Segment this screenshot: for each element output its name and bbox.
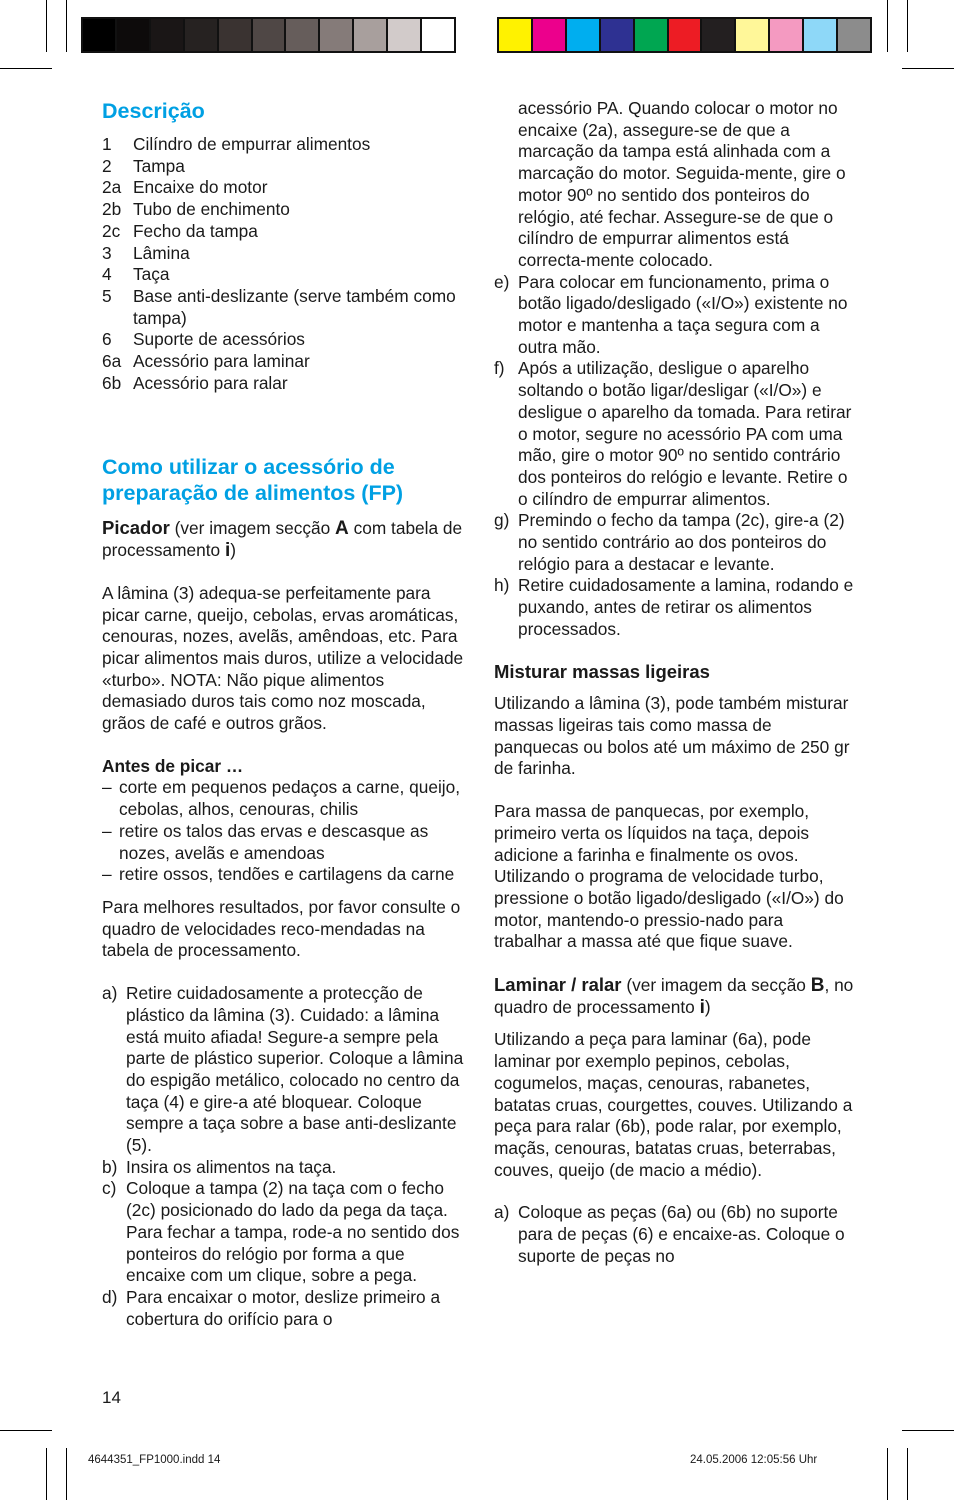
color-swatch <box>253 19 287 51</box>
part-item-marker: 2 <box>102 155 112 176</box>
grayscale-calibration-bar <box>81 17 456 53</box>
before-item-text: retire os talos das ervas e descasque as nozes, avelãs e amendoas <box>119 820 429 863</box>
color-swatch <box>669 19 703 51</box>
steps-continued: acessório PA. Quando colocar o motor no encaixe (2a), assegure-se de que a marcação da tampa está alinhada com a marcação do motor. Seguida-mente, gire o motor 90º no sentido dos ponteiros do relógio, até fechar. Assegure-se de que o cilíndro de empurrar alimentos está correcta-mente colocado. <box>518 98 846 270</box>
laminar-ref-text: ) <box>704 996 711 1017</box>
part-item-marker: 1 <box>102 134 112 154</box>
part-item-marker: 6a <box>102 351 122 372</box>
step-item-marker: e) <box>494 271 510 292</box>
laminar-ref-text: (ver imagem da secção <box>621 975 811 996</box>
crop-mark <box>887 0 888 52</box>
step-item <box>102 983 464 1157</box>
part-item-text: Fecho da tampa <box>133 220 258 241</box>
before-item-marker: – <box>102 820 112 841</box>
before-list <box>102 777 464 886</box>
part-item-marker: 2b <box>102 199 122 220</box>
part-item <box>102 134 464 156</box>
section-title: Como utilizar o acessório de preparação de alimentos (FP) <box>102 455 404 506</box>
color-swatch <box>601 19 635 51</box>
color-swatch <box>838 19 870 51</box>
step-item-text: Retire cuidadosamente a lamina, rodando e puxando, antes de retirar os alimentos processados. <box>518 575 854 639</box>
picador-heading: Picador <box>102 517 170 539</box>
color-swatch <box>533 19 567 51</box>
color-swatch <box>117 19 151 51</box>
color-swatch <box>770 19 804 51</box>
part-item <box>102 156 464 178</box>
before-heading: Antes de picar … <box>102 755 244 776</box>
step-item <box>494 358 856 510</box>
step-item-marker: h) <box>494 575 510 596</box>
steps-list <box>102 983 464 1330</box>
part-item-text: Taça <box>133 264 170 285</box>
step-item <box>102 1287 464 1330</box>
step-item-text: Insira os alimentos na taça. <box>126 1156 337 1177</box>
laminar-step-item-text: Coloque as peças (6a) ou (6b) no suporte para de peças (6) e encaixe-as. Coloque o suporte de peças no <box>518 1202 845 1266</box>
crop-mark <box>46 0 47 52</box>
part-item-text: Acessório para ralar <box>133 372 288 393</box>
color-swatch <box>422 19 454 51</box>
color-swatch <box>286 19 320 51</box>
crop-mark <box>66 1448 67 1500</box>
crop-mark <box>907 1448 908 1500</box>
descricao-title: Descrição <box>102 99 205 123</box>
part-item-marker: 2c <box>102 220 121 241</box>
picador-ref-text: ) <box>230 540 236 561</box>
part-item <box>102 177 464 199</box>
crop-mark <box>0 1430 52 1431</box>
part-item-text: Lâmina <box>133 242 190 263</box>
part-item <box>102 264 464 286</box>
part-item-marker: 4 <box>102 264 112 285</box>
before-item-marker: – <box>102 864 112 885</box>
step-item-text: Após a utilização, desligue o aparelho soltando o botão ligar/desligar («I/O») e desligue o aparelho da tomada. Para retirar o motor, segure no acessório PA com uma mão, gire o motor 90º no sentido contrário dos ponteiros do relógio e levante. Retire o o cilíndro de empurrar alimentos. <box>518 358 852 509</box>
laminar-ref-text: , no quadro de processamento <box>494 975 854 1017</box>
part-item <box>102 286 464 329</box>
left-column <box>102 98 464 1330</box>
step-item <box>494 575 856 640</box>
laminar-ref-i: i <box>699 996 705 1018</box>
color-swatch <box>151 19 185 51</box>
part-item-marker: 5 <box>102 285 112 306</box>
color-swatch <box>388 19 422 51</box>
color-swatch <box>635 19 669 51</box>
laminar-step-item <box>494 1202 856 1267</box>
before-item-marker: – <box>102 777 112 798</box>
step-item-marker: b) <box>102 1156 118 1177</box>
picador-ref-text: com tabela de processamento <box>102 518 463 561</box>
picador-ref-text: (ver imagem secção <box>169 518 336 539</box>
color-swatch <box>736 19 770 51</box>
parts-list <box>102 134 464 394</box>
right-column <box>494 98 856 1267</box>
picador-ref-letter: A <box>335 518 349 540</box>
part-item-text: Suporte de acessórios <box>133 329 305 350</box>
date-slug: 24.05.2006 12:05:56 Uhr <box>690 1454 818 1466</box>
part-item <box>102 351 464 373</box>
part-item <box>102 329 464 351</box>
mix-heading: Misturar massas ligeiras <box>494 660 710 682</box>
laminar-ref-letter: B <box>810 975 825 997</box>
step-item <box>102 1157 464 1179</box>
step-item-marker: a) <box>102 983 118 1004</box>
part-item-marker: 6 <box>102 329 112 350</box>
laminar-body: Utilizando a peça para laminar (6a), pode laminar por exemplo pepinos, cebolas, cogumelos, maças, cenouras, rabanetes, batatas cruas, courgettes, couves. Utilizando a peça para ralar (6b), pode ralar, por exemplo, maçãs, cenouras, batatas cruas, beterrabas, couves, queijo (de macio a médio). <box>494 1029 853 1180</box>
step-item-marker: d) <box>102 1286 118 1307</box>
laminar-step-item-marker: a) <box>494 1202 510 1223</box>
crop-mark <box>0 68 52 69</box>
part-item-text: Encaixe do motor <box>133 177 268 198</box>
color-calibration-bar <box>497 17 872 53</box>
crop-mark <box>887 1448 888 1500</box>
intro-paragraph: A lâmina (3) adequa-se perfeitamente para picar carne, queijo, cebolas, ervas aromáticas, cenouras, nozes, avelãs, amêndoas, etc. Para picar alimentos mais duros, utilize a velocidade «turbo». NOTA: Não pique alimentos demasiado duros tais como noz moscada, grãos de café e outros grãos. <box>102 582 464 734</box>
part-item <box>102 199 464 221</box>
before-item-text: corte em pequenos pedaços a carne, queijo, cebolas, alhos, cenouras, chilis <box>119 777 461 820</box>
step-item-text: Para encaixar o motor, deslize primeiro a cobertura do orifício para o <box>126 1286 441 1329</box>
step-item <box>102 1178 464 1287</box>
picador-paragraph <box>102 517 464 561</box>
step-item-text: Retire cuidadosamente a protecção de plástico da lâmina (3). Cuidado: a lâmina está muito afiada! Segure-a sempre pela parte de plástico superior. Coloque a lâmina do espigão metálico, colocado no centro da taça (4) e gire-a até bloquear. Coloque sempre a taça sobre a base anti-deslizante (5). <box>126 983 464 1156</box>
results-paragraph: Para melhores resultados, por favor consulte o quadro de velocidades reco-mendadas na tabela de processamento. <box>102 896 461 961</box>
color-swatch <box>499 19 533 51</box>
laminar-heading: Laminar / ralar <box>494 974 622 996</box>
page-number: 14 <box>102 1388 121 1407</box>
color-swatch <box>219 19 253 51</box>
part-item-text: Base anti-deslizante (serve também como tampa) <box>133 285 456 328</box>
part-item-text: Tubo de enchimento <box>133 199 290 220</box>
color-swatch <box>354 19 388 51</box>
part-item <box>102 243 464 265</box>
part-item <box>102 221 464 243</box>
steps-list-continued <box>494 272 856 641</box>
color-swatch <box>567 19 601 51</box>
step-item-marker: f) <box>494 358 505 379</box>
step-item-marker: c) <box>102 1178 117 1199</box>
step-item-text: Coloque a tampa (2) na taça com o fecho (2c) posicionado do lado da pega da taça. Para fechar a tampa, rode-a no sentido dos ponteiros do relógio por forma a que encaixe com um clique, sobre a pega. <box>126 1178 460 1286</box>
file-slug: 4644351_FP1000.indd 14 <box>88 1454 221 1466</box>
crop-mark <box>902 1430 954 1431</box>
color-swatch <box>702 19 736 51</box>
crop-mark <box>902 68 954 69</box>
color-swatch <box>83 19 117 51</box>
step-item <box>494 510 856 575</box>
mix-paragraph-2: Para massa de panquecas, por exemplo, primeiro verta os líquidos na taça, depois adicione a farinha e finalmente os ovos. Utilizando o programa de velocidade turbo, pressione o botão ligado/desligado («I/O») do motor, mantendo-o pressio-nado para trabalhar a massa até que fique suave. <box>494 801 844 952</box>
before-item <box>102 864 464 886</box>
part-item-text: Cilíndro de empurrar alimentos <box>133 134 371 154</box>
laminar-paragraph <box>494 974 856 1018</box>
part-item-marker: 2a <box>102 177 122 198</box>
part-item <box>102 373 464 395</box>
mix-paragraph-1: Utilizando a lâmina (3), pode também misturar massas ligeiras tais como massa de panquecas ou bolos até um máximo de 250 gr de farinha. <box>494 693 850 779</box>
before-item <box>102 821 464 864</box>
before-item <box>102 777 464 820</box>
part-item-marker: 6b <box>102 372 122 393</box>
step-item-text: Premindo o fecho da tampa (2c), gire-a (2) no sentido contrário ao dos ponteiros do relógio para a destacar e levante. <box>518 510 845 574</box>
step-item <box>494 272 856 359</box>
crop-mark <box>46 1448 47 1500</box>
before-item-text: retire ossos, tendões e cartilagens da carne <box>119 864 455 885</box>
color-swatch <box>185 19 219 51</box>
picador-ref-i: i <box>224 540 231 562</box>
part-item-text: Tampa <box>133 155 185 176</box>
color-swatch <box>804 19 838 51</box>
crop-mark <box>66 0 67 52</box>
color-swatch <box>320 19 354 51</box>
laminar-steps-list <box>494 1202 856 1267</box>
step-item-text: Para colocar em funcionamento, prima o botão ligado/desligado («I/O») existente no motor e mantenha a taça segura com a outra mão. <box>518 271 848 357</box>
step-item-marker: g) <box>494 510 510 531</box>
crop-mark <box>907 0 908 52</box>
part-item-text: Acessório para laminar <box>133 351 310 372</box>
part-item-marker: 3 <box>102 242 112 263</box>
